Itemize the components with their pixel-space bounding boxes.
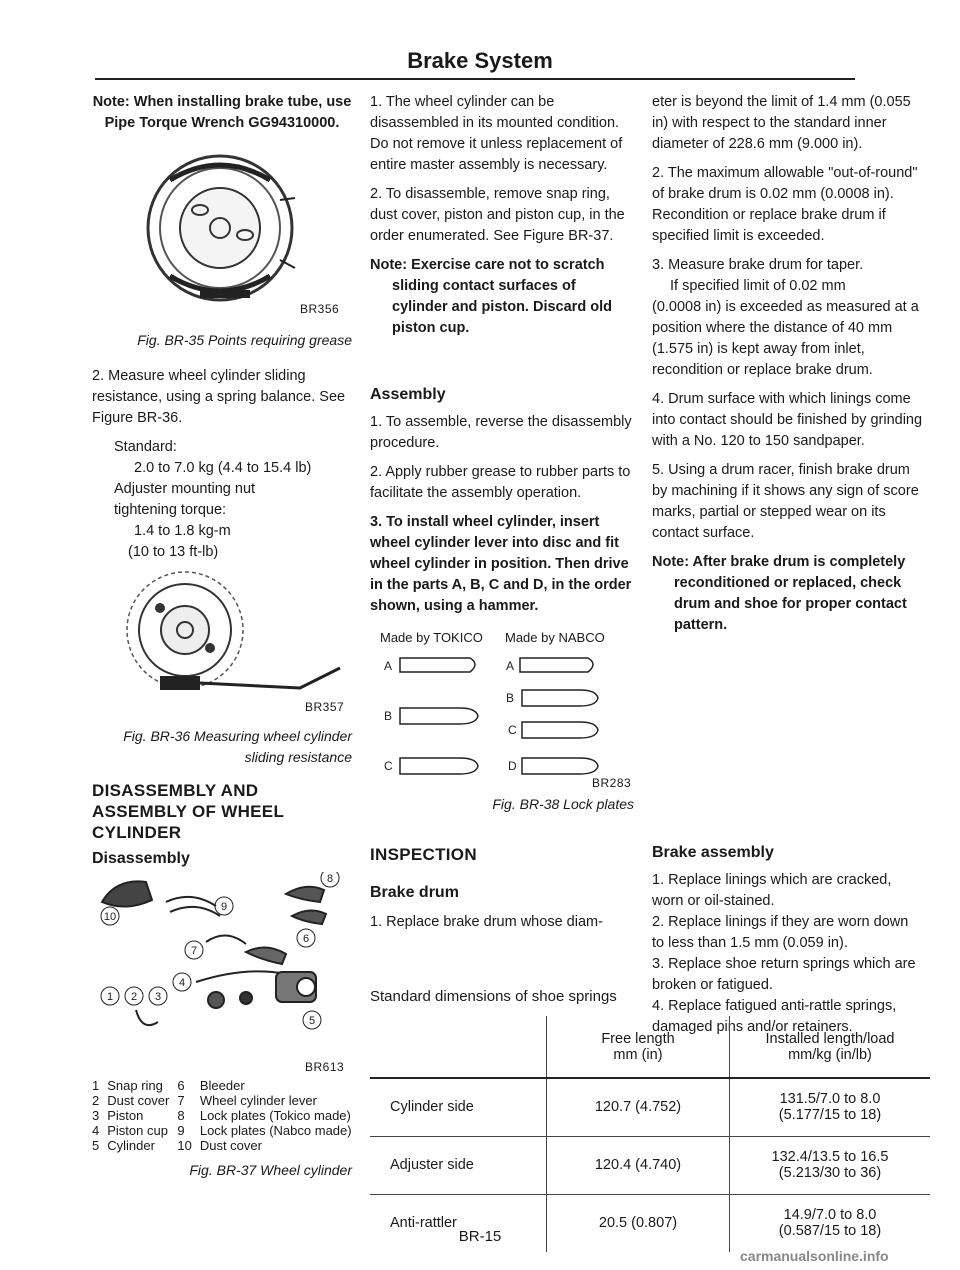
figure-br35-code: BR356 (300, 302, 340, 316)
col1-note (92, 92, 352, 142)
callout-6: 6 (302, 933, 310, 945)
callout-8: 8 (326, 873, 334, 885)
subhead-disassembly: Disassembly (92, 850, 190, 867)
lockplate-tokico-label: Made by TOKICO (380, 630, 483, 645)
para-c1: eter is beyond the limit of 1.4 mm (0.055 in) with respect to the standard inner diameter of 228.6 mm (9.000 in). (652, 94, 911, 152)
figure-br36-caption-line-1: Fig. BR-36 Measuring wheel cylinder (123, 728, 352, 744)
spec-adjuster-value-2: (10 to 13 ft-lb) (128, 544, 219, 560)
figure-br38-caption: Fig. BR-38 Lock plates (492, 796, 634, 812)
lockplate-t-a: A (384, 659, 393, 673)
para-a3: 3. To install wheel cylinder, insert wheel cylinder lever into disc and fit wheel cylinder in position. Then drive in the parts A, B, C and D, in the order shown, using a hammer. (370, 514, 632, 614)
para-measure-resistance: 2. Measure wheel cylinder sliding resistance, using a spring balance. See Figure BR-36. (92, 368, 346, 426)
figure-br37-legend (88, 1078, 356, 1153)
legend-row: 1 Snap ring 6 Bleeder (92, 1078, 245, 1093)
lockplate-n-b: B (506, 691, 515, 705)
table-row: Cylinder side 120.7 (4.752) 131.5/7.0 to 8.0 (5.177/15 to 18) (370, 1078, 930, 1136)
figure-br36-caption-line-2: sliding resistance (244, 749, 352, 765)
figure-br37-code: BR613 (305, 1060, 345, 1074)
spec-adjuster-label-2: tightening torque: (114, 502, 227, 518)
figure-br38-lockplates-drawing (380, 650, 640, 780)
subhead-assembly: Assembly (370, 386, 446, 403)
para-b2: 2. Replace linings if they are worn down to less than 1.5 mm (0.059 in). (652, 914, 909, 951)
header-rule (95, 78, 855, 80)
col3-drum-text (652, 92, 924, 644)
subhead-brake-assembly: Brake assembly (652, 844, 774, 861)
section-title-inspection: INSPECTION (370, 845, 477, 864)
figure-br35-caption: Fig. BR-35 Points requiring grease (137, 332, 352, 348)
para-b3: 3. Replace shoe return springs which are broken or fatigued. (652, 956, 916, 993)
lockplate-n-d: D (508, 759, 517, 773)
callout-9: 9 (220, 901, 228, 913)
callout-7: 7 (190, 945, 198, 957)
col2-assembly-text (370, 412, 634, 625)
table-header-blank (370, 1016, 547, 1078)
figure-br37-caption: Fig. BR-37 Wheel cylinder (189, 1162, 352, 1178)
callout-4: 4 (178, 977, 186, 989)
shoe-spring-table (370, 1016, 930, 1252)
lockplate-t-c: C (384, 759, 393, 773)
spec-adjuster-value-1: 1.4 to 1.8 kg-m (134, 523, 231, 539)
para-c4: 4. Drum surface with which linings come into contact should be finished by grinding with a No. 120 to 150 sandpaper. (652, 391, 923, 449)
col1-para2 (92, 366, 352, 563)
para-c3c: (0.0008 in) is exceeded as measured at a position where the distance of 40 mm (1.575 in) is kept away from inlet, recondition or replace brake drum. (652, 299, 919, 378)
table-title: Standard dimensions of shoe springs (370, 988, 617, 1005)
para-d2: 2. To disassemble, remove snap ring, dust cover, piston and piston cup, in the order enumerated. See Figure BR-37. (370, 186, 625, 244)
legend-row: 4 Piston cup 9 Lock plates (Nabco made) (92, 1123, 352, 1138)
table-header-row (370, 1016, 930, 1078)
para-c3a: 3. Measure brake drum for taper. (652, 257, 864, 273)
para-d1: 1. The wheel cylinder can be disassembled in its mounted condition. Do not remove it unless replacement of entire master assembly is necessary. (370, 94, 623, 173)
table-header-free-length: Free length mm (in) (547, 1016, 730, 1078)
callout-5: 5 (308, 1015, 316, 1027)
para-a1: 1. To assemble, reverse the disassembly procedure. (370, 414, 632, 451)
spec-standard-value: 2.0 to 7.0 kg (4.4 to 15.4 lb) (134, 460, 312, 476)
page-header-title: Brake System (407, 48, 553, 73)
callout-10: 10 (103, 911, 117, 923)
callout-2: 2 (130, 991, 138, 1003)
callout-3: 3 (154, 991, 162, 1003)
col2-disassembly-text (370, 92, 634, 347)
figure-br36-code: BR357 (305, 700, 345, 714)
spec-block (92, 437, 352, 563)
table-header-installed: Installed length/load mm/kg (in/lb) (730, 1016, 931, 1078)
figure-br38-code: BR283 (592, 776, 632, 790)
lockplate-n-a: A (506, 659, 515, 673)
lockplate-t-b: B (384, 709, 393, 723)
para-c5: 5. Using a drum racer, finish brake drum by machining if it shows any sign of score marks, partial or stepped wear on its contact surface. (652, 462, 919, 541)
note-brake-tube: Note: When installing brake tube, use Pipe Torque Wrench GG94310000. (92, 94, 352, 131)
figure-br35-brake-drawing (130, 140, 310, 310)
subhead-brake-drum: Brake drum (370, 884, 459, 901)
note-recondition: Note: After brake drum is completely reconditioned or replaced, check drum and shoe for proper contact pattern. (652, 554, 907, 633)
lockplate-nabco-label: Made by NABCO (505, 630, 605, 645)
page-number: BR-15 (458, 1228, 502, 1245)
spec-adjuster-label-1: Adjuster mounting nut (114, 481, 256, 497)
lockplate-n-c: C (508, 723, 517, 737)
legend-row: 3 Piston 8 Lock plates (Tokico made) (92, 1108, 351, 1123)
para-a2: 2. Apply rubber grease to rubber parts to facilitate the assembly operation. (370, 464, 631, 501)
para-b4: 4. Replace fatigued anti-rattle springs, damaged pins and/or retainers. (652, 998, 897, 1035)
para-c3b: If specified limit of 0.02 mm (670, 278, 846, 294)
table-row: Anti-rattler 20.5 (0.807) 14.9/7.0 to 8.0 (0.587/15 to 18) (370, 1194, 930, 1252)
note-scratch: Note: Exercise care not to scratch sliding contact surfaces of cylinder and piston. Discard old piston cup. (370, 257, 612, 336)
section-title-disassembly: DISASSEMBLY AND ASSEMBLY OF WHEEL CYLINDER (92, 781, 284, 842)
figure-br37-exploded-drawing (96, 872, 356, 1042)
figure-br36-spring-balance-drawing (100, 568, 350, 698)
legend-row: 5 Cylinder 10 Dust cover (92, 1138, 262, 1153)
col3-assembly-text (652, 870, 924, 1038)
table-row: Adjuster side 120.4 (4.740) 132.4/13.5 to 16.5 (5.213/30 to 36) (370, 1136, 930, 1194)
callout-1: 1 (106, 991, 114, 1003)
spec-standard-label: Standard: (114, 439, 177, 455)
watermark: carmanualsonline.info (740, 1248, 889, 1264)
para-c2: 2. The maximum allowable "out-of-round" of brake drum is 0.02 mm (0.0008 in). Recondition or replace brake drum if specified limit is exceeded. (652, 165, 918, 244)
para-i1: 1. Replace brake drum whose diam- (370, 914, 603, 930)
figure-br36-caption (92, 726, 352, 768)
para-b1: 1. Replace linings which are cracked, worn or oil-stained. (652, 872, 892, 909)
legend-row: 2 Dust cover 7 Wheel cylinder lever (92, 1093, 317, 1108)
